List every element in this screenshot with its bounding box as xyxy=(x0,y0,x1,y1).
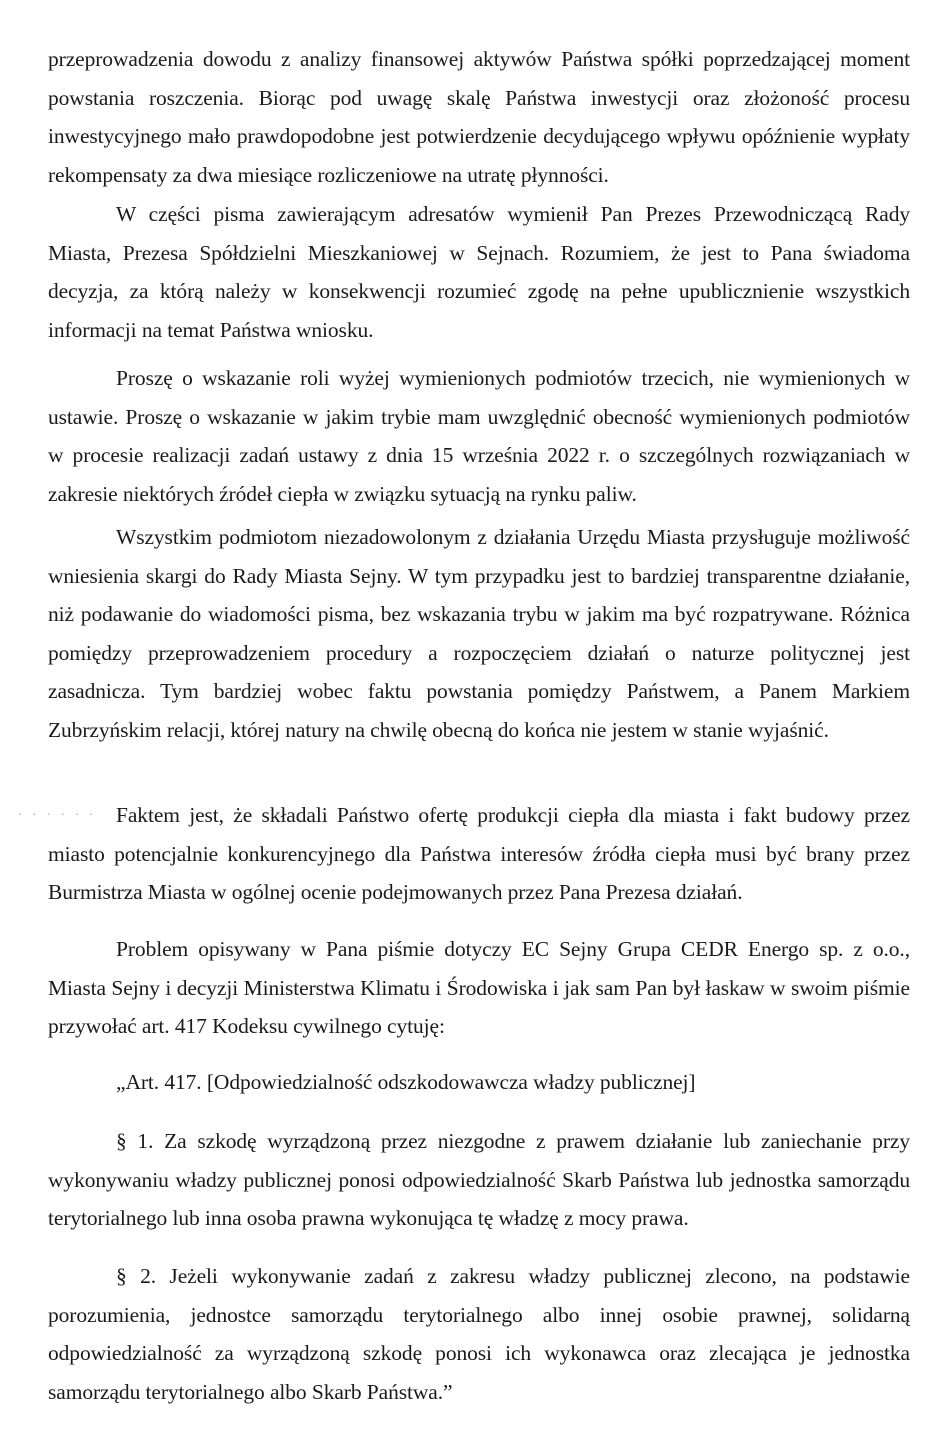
paragraph-problem-description: Problem opisywany w Pana piśmie dotyczy EC Sejny Grupa CEDR Energo sp. z o.o., Miasta Sejny i decyzji Ministerstwa Klimatu i Środowiska i jak sam Pan był łaskaw w swoim piśmie przywołać art. 417 Kodeksu cywilnego cytuję: xyxy=(48,937,910,1039)
quote-paragraph-2: § 2. Jeżeli wykonywanie zadań z zakresu władzy publicznej zlecono, na podstawie porozumienia, jednostce samorządu terytorialnego albo innej osobie prawnej, solidarną odpowiedzialność za wyrządzoną szkodę ponosi ich wykonawca oraz zlecająca je jednostka samorządu terytorialnego albo Skarb Państwa.” xyxy=(48,1264,910,1404)
paragraph-financial-analysis: przeprowadzenia dowodu z analizy finansowej aktywów Państwa spółki poprzedzającej moment powstania roszczenia. Biorąc pod uwagę skalę Państwa inwestycji oraz złożoność procesu inwestycyjnego mało prawdopodobne jest potwierdzenie decydującego wpływu opóźnienie wypłaty rekompensaty za dwa miesiące rozliczeniowe na utratę płynności. xyxy=(48,47,910,187)
paragraph-heat-offer: Faktem jest, że składali Państwo ofertę produkcji ciepła dla miasta i fakt budowy przez miasto potencjalnie konkurencyjnego dla Państwa interesów źródła ciepła musi być brany przez Burmistrza Miasta w ogólnej ocenie podejmowanych przez Pana Prezesa działań. xyxy=(48,803,910,905)
quote-article-title: „Art. 417. [Odpowiedzialność odszkodowawcza władzy publicznej] xyxy=(116,1070,696,1094)
paragraph-addressees: W części pisma zawierającym adresatów wymienił Pan Prezes Przewodniczącą Rady Miasta, Prezesa Spółdzielni Mieszkaniowej w Sejnach. Rozumiem, że jest to Pana świadoma decyzja, za którą należy w konsekwencji rozumieć zgodę na pełne upublicznienie wszystkich informacji na temat Państwa wniosku. xyxy=(48,202,910,342)
quote-paragraph-1: § 1. Za szkodę wyrządzoną przez niezgodne z prawem działanie lub zaniechanie przy wykonywaniu władzy publicznej ponosi odpowiedzialność Skarb Państwa lub jednostka samorządu terytorialnego lub inna osoba prawna wykonująca tę władzę z mocy prawa. xyxy=(48,1129,910,1231)
scan-artifact: · · · · · · xyxy=(18,808,97,823)
paragraph-third-parties: Proszę o wskazanie roli wyżej wymienionych podmiotów trzecich, nie wymienionych w ustawie. Proszę o wskazanie w jakim trybie mam uwzględnić obecność wymienionych podmiotów w procesie realizacji zadań ustawy z dnia 15 września 2022 r. o szczególnych rozwiązaniach w zakresie niektórych źródeł ciepła w związku sytuacją na rynku paliw. xyxy=(48,366,910,506)
paragraph-complaint: Wszystkim podmiotom niezadowolonym z działania Urzędu Miasta przysługuje możliwość wniesienia skargi do Rady Miasta Sejny. W tym przypadku jest to bardziej transparentne działanie, niż podawanie do wiadomości pisma, bez wskazania trybu w jakim ma być rozpatrywane. Różnica pomiędzy przeprowadzeniem procedury a rozpoczęciem działań o naturze politycznej jest zasadnicza. Tym bardziej wobec faktu powstania pomiędzy Państwem, a Panem Markiem Zubrzyńskim relacji, której natury na chwilę obecną do końca nie jestem w stanie wyjaśnić. xyxy=(48,525,910,742)
